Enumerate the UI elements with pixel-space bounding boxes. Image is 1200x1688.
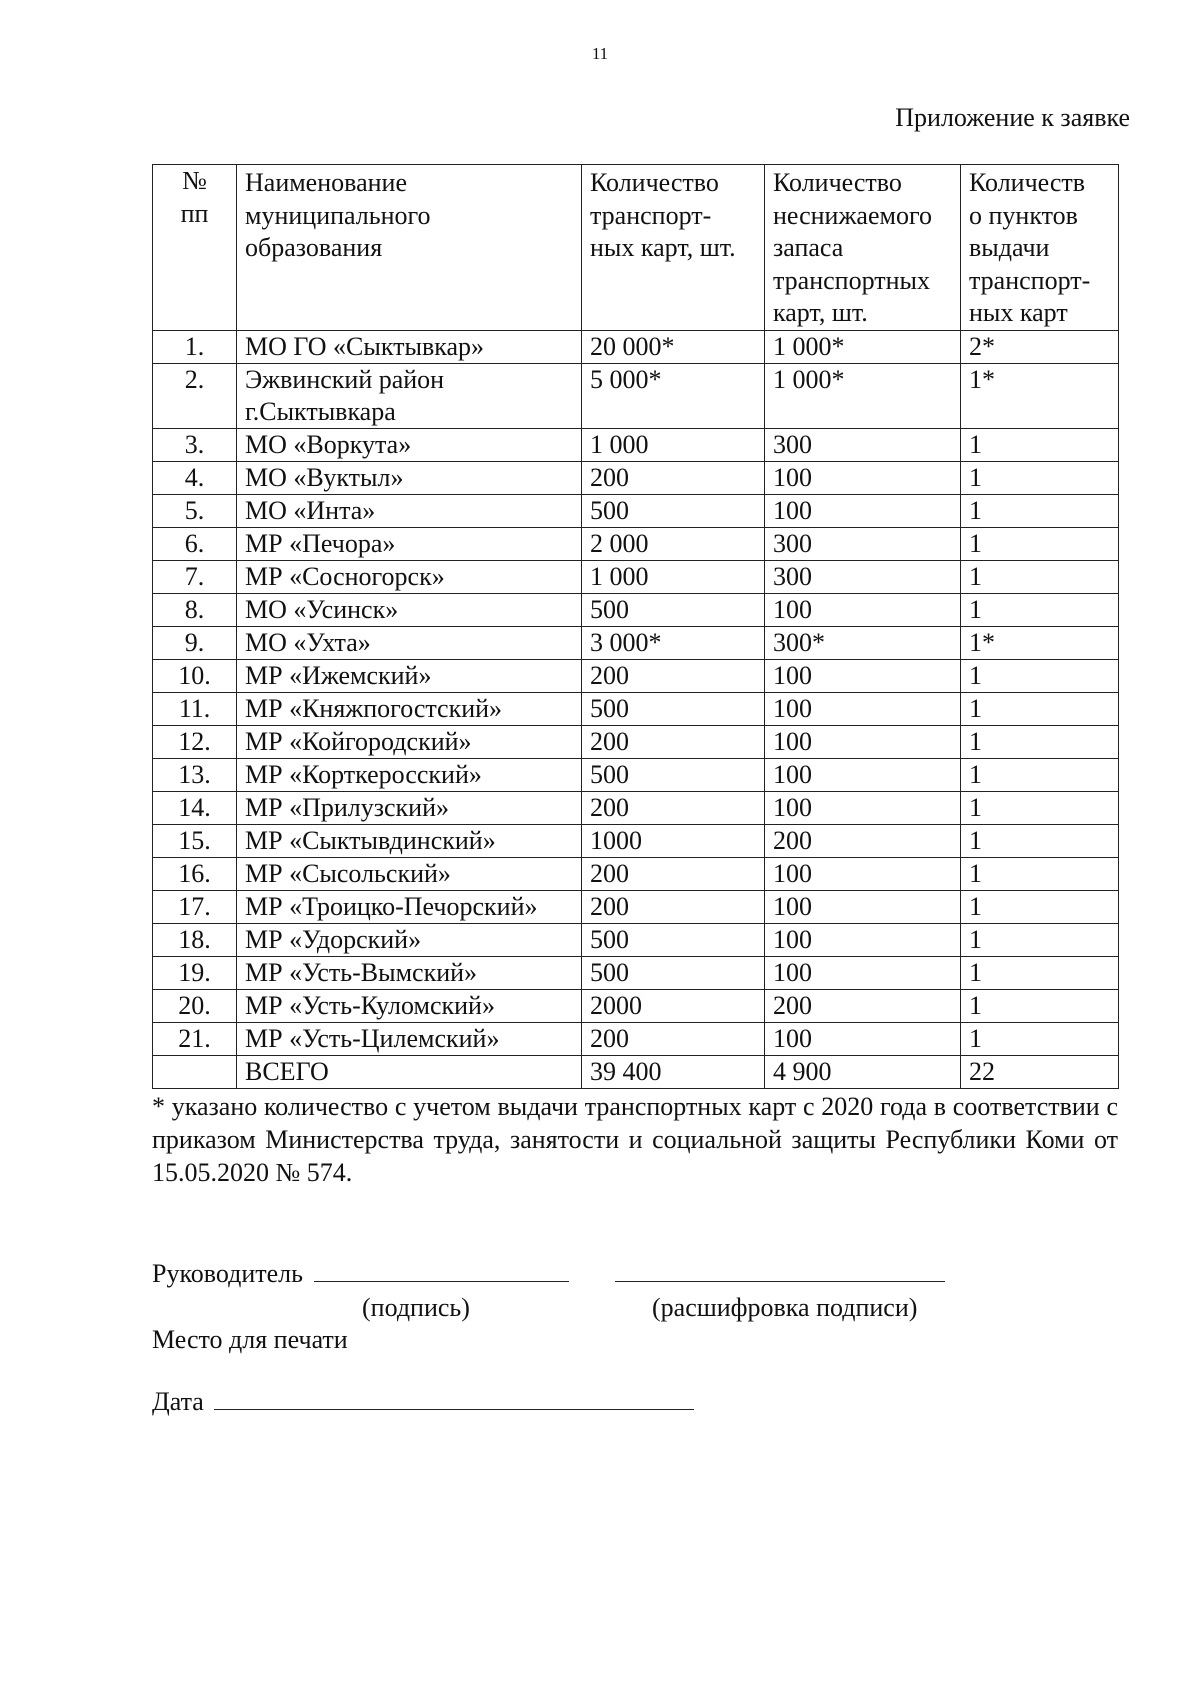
table-row	[153, 989, 1119, 1022]
cell-municipality: МР «Ижемский»	[237, 659, 582, 692]
header-line: выдачи	[969, 233, 1050, 263]
cell-num: 5.	[153, 494, 237, 527]
signature-blank	[314, 1257, 569, 1282]
page-number: 11	[591, 44, 609, 63]
cell-reserve: 100	[765, 593, 961, 626]
cell-reserve: 200	[765, 824, 961, 857]
header-line: №	[182, 166, 207, 195]
cell-cards: 500	[582, 758, 765, 791]
cell-municipality: Эжвинский район г.Сыктывкара	[237, 363, 582, 428]
cell-num: 14.	[153, 791, 237, 824]
cell-points: 2*	[961, 330, 1119, 363]
cell-cards: 20 000*	[582, 330, 765, 363]
cell-municipality: МР «Корткеросский»	[237, 758, 582, 791]
header-line: транспорт-	[969, 265, 1091, 295]
cell-num: 18.	[153, 923, 237, 956]
table-row	[153, 428, 1119, 461]
header-line: о пунктов	[969, 200, 1078, 230]
cell-municipality: МР «Усть-Вымский»	[237, 956, 582, 989]
cell-num: 9.	[153, 626, 237, 659]
total-row	[153, 1055, 1119, 1088]
table-row	[153, 363, 1119, 428]
cell-municipality: МР «Усть-Цилемский»	[237, 1022, 582, 1055]
cell-num: 8.	[153, 593, 237, 626]
table-row	[153, 923, 1119, 956]
cell-num: 13.	[153, 758, 237, 791]
cell-reserve: 200	[765, 989, 961, 1022]
cell-cards: 500	[582, 956, 765, 989]
cell-municipality: МР «Койгородский»	[237, 725, 582, 758]
cell-num: 11.	[153, 692, 237, 725]
head-label: Руководитель	[152, 1259, 303, 1288]
table-row	[153, 824, 1119, 857]
cell-num: 2.	[153, 363, 237, 428]
cell-num: 1.	[153, 330, 237, 363]
header-points	[961, 165, 1119, 331]
header-row	[153, 165, 1119, 331]
cell-num: 4.	[153, 461, 237, 494]
cell-reserve: 100	[765, 1022, 961, 1055]
cell-cards: 1 000	[582, 560, 765, 593]
cell-points: 1	[961, 956, 1119, 989]
table-body	[153, 330, 1119, 1088]
cell-num: 16.	[153, 857, 237, 890]
cell-num: 7.	[153, 560, 237, 593]
cell-municipality: МО «Усинск»	[237, 593, 582, 626]
cell-reserve: 300*	[765, 626, 961, 659]
cell-cards: 5 000*	[582, 363, 765, 428]
cell-num	[153, 1055, 237, 1088]
footnote: * указано количество с учетом выдачи транспортных карт с 2020 года в соответствии с приказом Министерства труда, занятости и социальной защиты Республики Коми от 15.05.2020 № 574.	[152, 1092, 1118, 1187]
header-line: неснижаемого	[773, 200, 932, 230]
cell-num: 15.	[153, 824, 237, 857]
cell-municipality: МР «Печора»	[237, 527, 582, 560]
table-row	[153, 890, 1119, 923]
cell-reserve: 1 000*	[765, 363, 961, 428]
signature-decode-blank	[615, 1257, 945, 1282]
cell-points: 1	[961, 461, 1119, 494]
cell-points: 1	[961, 428, 1119, 461]
cell-municipality: МР «Троицко-Печорский»	[237, 890, 582, 923]
table-row	[153, 659, 1119, 692]
cell-reserve: 100	[765, 494, 961, 527]
cell-reserve: 100	[765, 758, 961, 791]
cell-municipality: МР «Сыктывдинский»	[237, 824, 582, 857]
cell-cards: 200	[582, 725, 765, 758]
cell-points: 1	[961, 692, 1119, 725]
cell-reserve: 4 900	[765, 1055, 961, 1088]
header-line: Наименование	[245, 168, 407, 197]
head-signature-line	[152, 1257, 945, 1289]
header-line: муниципального	[245, 200, 431, 230]
cell-points: 1	[961, 824, 1119, 857]
cell-cards: 200	[582, 791, 765, 824]
cell-points: 1	[961, 923, 1119, 956]
cell-municipality: МР «Прилузский»	[237, 791, 582, 824]
cell-points: 22	[961, 1055, 1119, 1088]
cell-points: 1	[961, 494, 1119, 527]
header-line: запаса	[773, 233, 844, 263]
cell-cards: 39 400	[582, 1055, 765, 1088]
header-line: Количество	[590, 168, 719, 197]
cell-num: 21.	[153, 1022, 237, 1055]
table-row	[153, 857, 1119, 890]
table-row	[153, 527, 1119, 560]
stamp-label: Место для печати	[152, 1325, 348, 1354]
cell-points: 1	[961, 725, 1119, 758]
header-line: ных карт, шт.	[590, 233, 736, 263]
table-row	[153, 725, 1119, 758]
table-row	[153, 692, 1119, 725]
cell-points: 1	[961, 758, 1119, 791]
cell-municipality: МР «Княжпогостский»	[237, 692, 582, 725]
decode-caption: (расшифровка подписи)	[652, 1293, 918, 1322]
header-line: транспортных	[773, 265, 930, 295]
cell-points: 1	[961, 890, 1119, 923]
cell-municipality: МО «Инта»	[237, 494, 582, 527]
cell-reserve: 300	[765, 560, 961, 593]
cell-points: 1	[961, 593, 1119, 626]
cell-points: 1	[961, 791, 1119, 824]
cell-reserve: 100	[765, 461, 961, 494]
cell-cards: 1 000	[582, 428, 765, 461]
cell-municipality: МО «Ухта»	[237, 626, 582, 659]
table-row	[153, 593, 1119, 626]
cell-cards: 1000	[582, 824, 765, 857]
cell-points: 1*	[961, 626, 1119, 659]
cell-reserve: 100	[765, 956, 961, 989]
cell-municipality: МР «Сысольский»	[237, 857, 582, 890]
cell-reserve: 100	[765, 791, 961, 824]
table-row	[153, 956, 1119, 989]
header-municipality	[237, 165, 582, 331]
header-line: Количество	[773, 168, 902, 197]
cell-num: 3.	[153, 428, 237, 461]
header-line: Количеств	[969, 168, 1086, 197]
cell-municipality: МР «Удорский»	[237, 923, 582, 956]
header-line: образования	[245, 233, 383, 263]
cell-points: 1	[961, 659, 1119, 692]
cell-num: 10.	[153, 659, 237, 692]
cell-reserve: 1 000*	[765, 330, 961, 363]
cell-cards: 200	[582, 890, 765, 923]
table-row	[153, 461, 1119, 494]
date-label: Дата	[152, 1387, 204, 1416]
header-line: пп	[180, 198, 209, 228]
table-row	[153, 1022, 1119, 1055]
cell-municipality: МО «Вуктыл»	[237, 461, 582, 494]
table-header	[153, 165, 1119, 331]
cell-reserve: 300	[765, 527, 961, 560]
municipal-transport-cards-table	[152, 164, 1119, 1089]
cell-reserve: 100	[765, 890, 961, 923]
table-row	[153, 626, 1119, 659]
cell-points: 1	[961, 560, 1119, 593]
cell-num: 6.	[153, 527, 237, 560]
sign-caption: (подпись)	[362, 1293, 470, 1322]
cell-cards: 500	[582, 923, 765, 956]
cell-reserve: 100	[765, 857, 961, 890]
cell-cards: 200	[582, 659, 765, 692]
cell-num: 19.	[153, 956, 237, 989]
cell-municipality: МО ГО «Сыктывкар»	[237, 330, 582, 363]
cell-points: 1	[961, 857, 1119, 890]
cell-cards: 3 000*	[582, 626, 765, 659]
header-num	[153, 165, 237, 331]
cell-points: 1	[961, 1022, 1119, 1055]
table-row	[153, 791, 1119, 824]
appendix-title: Приложение к заявке	[895, 103, 1130, 132]
cell-cards: 200	[582, 461, 765, 494]
cell-reserve: 300	[765, 428, 961, 461]
header-line: карт, шт.	[773, 298, 868, 328]
cell-points: 1	[961, 527, 1119, 560]
header-line: транспорт-	[590, 200, 712, 230]
cell-num: 17.	[153, 890, 237, 923]
date-line	[152, 1385, 694, 1417]
date-blank	[214, 1385, 694, 1410]
table-row	[153, 494, 1119, 527]
cell-municipality: МР «Сосногорск»	[237, 560, 582, 593]
cell-reserve: 100	[765, 923, 961, 956]
cell-municipality: ВСЕГО	[237, 1055, 582, 1088]
header-line: ных карт	[969, 298, 1068, 328]
cell-reserve: 100	[765, 659, 961, 692]
cell-municipality: МО «Воркута»	[237, 428, 582, 461]
cell-cards: 200	[582, 1022, 765, 1055]
header-reserve	[765, 165, 961, 331]
cell-reserve: 100	[765, 725, 961, 758]
header-cards	[582, 165, 765, 331]
cell-cards: 500	[582, 593, 765, 626]
cell-cards: 500	[582, 692, 765, 725]
table-row	[153, 758, 1119, 791]
cell-points: 1	[961, 989, 1119, 1022]
table-row	[153, 560, 1119, 593]
cell-municipality: МР «Усть-Куломский»	[237, 989, 582, 1022]
cell-num: 12.	[153, 725, 237, 758]
cell-cards: 200	[582, 857, 765, 890]
table-row	[153, 330, 1119, 363]
cell-reserve: 100	[765, 692, 961, 725]
cell-cards: 500	[582, 494, 765, 527]
cell-cards: 2 000	[582, 527, 765, 560]
cell-cards: 2000	[582, 989, 765, 1022]
cell-points: 1*	[961, 363, 1119, 428]
cell-num: 20.	[153, 989, 237, 1022]
